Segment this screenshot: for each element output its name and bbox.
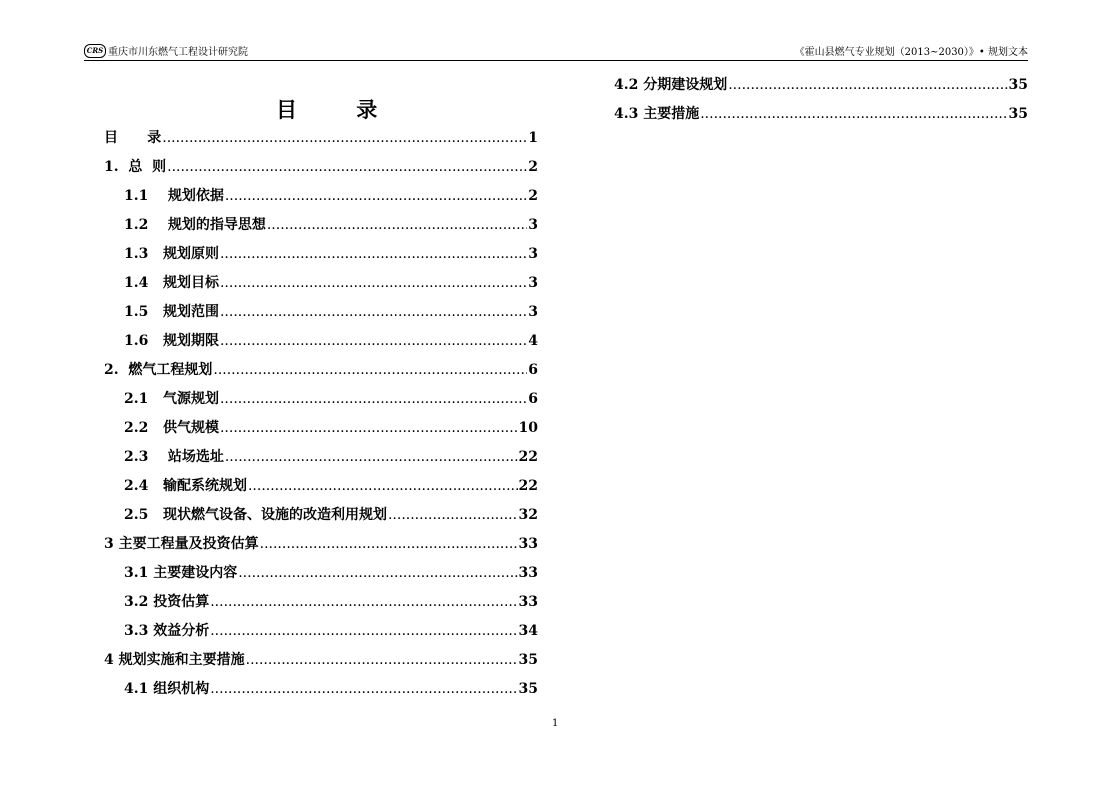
toc-entry-page: 10 <box>518 420 538 436</box>
toc-entry-page: 33 <box>518 565 538 581</box>
toc-entry[interactable] <box>124 215 538 235</box>
toc-entry-title: 气源规划 <box>162 391 219 407</box>
toc-entry-page: 35 <box>1008 106 1028 122</box>
toc-entry-title: 燃气工程规划 <box>128 362 213 378</box>
toc-entry-number: 1.3 <box>124 246 149 262</box>
toc-entry-title: 规划实施和主要措施 <box>118 652 245 668</box>
toc-entry-title: 主要工程量及投资估算 <box>118 536 259 552</box>
toc-entry[interactable] <box>124 389 538 409</box>
toc-entry-number: 2.3 <box>124 449 149 465</box>
toc-entry-title: 组织机构 <box>153 681 210 697</box>
toc-entry-title: 总 则 <box>128 159 167 175</box>
toc-entry-page: 33 <box>518 536 538 552</box>
toc-entry-title: 规划期限 <box>162 333 219 349</box>
toc-entry-number: 1.1 <box>124 188 149 204</box>
toc-entry-number: 1.2 <box>124 217 149 233</box>
toc-entry[interactable] <box>614 104 1028 124</box>
toc-entry[interactable] <box>124 273 538 293</box>
toc-entry-title: 规划范围 <box>162 304 219 320</box>
toc-entry[interactable] <box>104 360 538 380</box>
toc-entry[interactable] <box>124 563 538 583</box>
toc-entry-title: 站场选址 <box>167 449 224 465</box>
toc-entry-number: 3.2 <box>124 594 149 610</box>
toc-entry-page: 35 <box>1008 77 1028 93</box>
toc-entry[interactable] <box>124 331 538 351</box>
toc-entry-title: 规划原则 <box>162 246 219 262</box>
toc-entry[interactable] <box>104 650 538 670</box>
toc-entry-number: 2.5 <box>124 507 149 523</box>
toc-entry[interactable] <box>124 244 538 264</box>
toc-entry-title: 主要措施 <box>643 106 700 122</box>
toc-entry-page: 1 <box>528 130 538 146</box>
page-header <box>84 40 1028 61</box>
toc-entry-number: 2.1 <box>124 391 149 407</box>
toc-entry[interactable] <box>104 128 538 148</box>
toc-entry-page: 35 <box>518 681 538 697</box>
toc-entry-title: 规划的指导思想 <box>167 217 266 233</box>
document-title: 《霍山县燃气专业规划（2013~2030）》• 规划文本 <box>794 47 1028 58</box>
toc-entry-number: 1.4 <box>124 275 149 291</box>
toc-entry-page: 6 <box>528 391 538 407</box>
toc-entry-title: 效益分析 <box>153 623 210 639</box>
toc-entry-title: 规划目标 <box>162 275 219 291</box>
toc-entry-number: 2. <box>104 362 119 378</box>
toc-entry-page: 4 <box>528 333 538 349</box>
toc-entry-title: 规划依据 <box>167 188 224 204</box>
toc-entry-number: 1.5 <box>124 304 149 320</box>
org-name: 重庆市川东燃气工程设计研究院 <box>108 47 248 58</box>
toc-entry-title: 分期建设规划 <box>643 77 728 93</box>
toc-entry-page: 34 <box>518 623 538 639</box>
toc-entry-page: 32 <box>518 507 538 523</box>
toc-entry-number: 3 <box>104 536 114 552</box>
toc-entry-title: 输配系统规划 <box>162 478 247 494</box>
toc-entry-page: 3 <box>528 217 538 233</box>
toc-entry-page: 22 <box>518 449 538 465</box>
toc-entry-number: 1.6 <box>124 333 149 349</box>
toc-entry[interactable] <box>124 505 538 525</box>
toc-entry[interactable] <box>124 186 538 206</box>
page-number: 1 <box>552 718 559 729</box>
toc-entry-page: 33 <box>518 594 538 610</box>
toc-entry-page: 3 <box>528 304 538 320</box>
toc-entry-page: 3 <box>528 246 538 262</box>
toc-entry-page: 6 <box>528 362 538 378</box>
toc-entry-page: 22 <box>518 478 538 494</box>
toc-entry-page: 3 <box>528 275 538 291</box>
toc-entry-number: 4.1 <box>124 681 149 697</box>
header-org <box>84 43 248 58</box>
toc-title: 目 录 <box>276 97 404 122</box>
toc-entry-number: 1. <box>104 159 119 175</box>
toc-entry-number: 4 <box>104 652 114 668</box>
toc-entry-title: 主要建设内容 <box>153 565 238 581</box>
toc-entry-number: 3.3 <box>124 623 149 639</box>
toc-entry-page: 2 <box>528 159 538 175</box>
toc-entry-page: 2 <box>528 188 538 204</box>
toc-entry-title: 现状燃气设备、设施的改造利用规划 <box>162 507 387 523</box>
toc-entry[interactable] <box>124 621 538 641</box>
toc-entry-title: 投资估算 <box>153 594 210 610</box>
toc-entry[interactable] <box>124 592 538 612</box>
toc-entry[interactable] <box>104 534 538 554</box>
toc-entry[interactable] <box>104 157 538 177</box>
toc-entry[interactable] <box>124 418 538 438</box>
toc-entry[interactable] <box>124 476 538 496</box>
toc-entry-title: 供气规模 <box>162 420 219 436</box>
toc-entry-number: 2.4 <box>124 478 149 494</box>
toc-entry-number: 4.2 <box>614 77 639 93</box>
toc-entry[interactable] <box>614 75 1028 95</box>
toc-entry-number: 2.2 <box>124 420 149 436</box>
toc-entry-page: 35 <box>518 652 538 668</box>
company-logo: CRS <box>84 44 106 58</box>
toc-entry[interactable] <box>124 679 538 699</box>
toc-entry[interactable] <box>124 302 538 322</box>
toc-entry-number: 4.3 <box>614 106 639 122</box>
toc-entry-title: 录 <box>147 130 162 146</box>
toc-entry-number: 目 <box>104 130 118 146</box>
toc-entry-number: 3.1 <box>124 565 149 581</box>
toc-entry[interactable] <box>124 447 538 467</box>
